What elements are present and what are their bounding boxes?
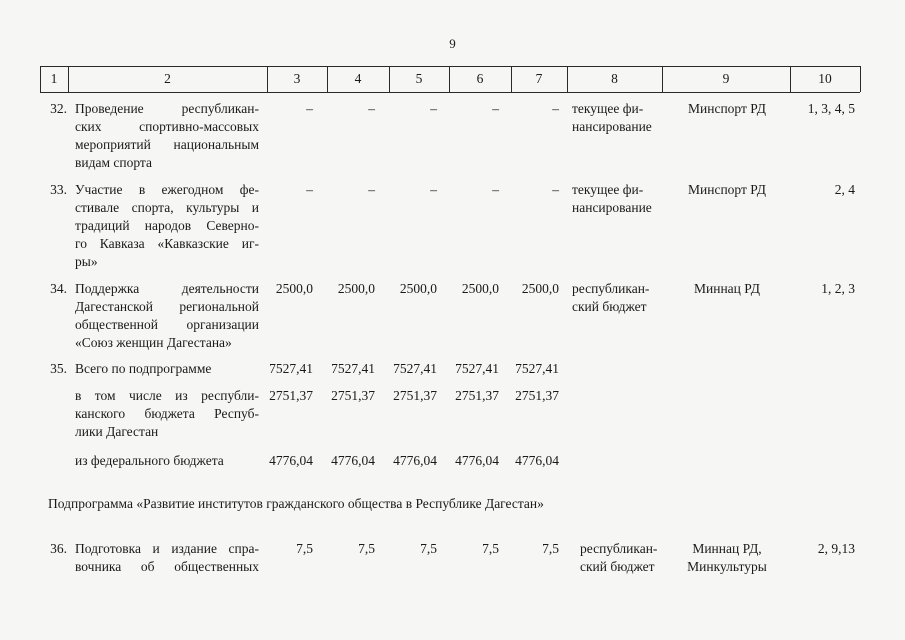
row-description: мероприятий национальным [75,137,259,152]
row-description: ры» [75,254,98,269]
value-cell: 7,5 [542,541,559,556]
value-cell: – [306,101,313,116]
value-cell: – [368,182,375,197]
executor: Минспорт РД [688,101,766,116]
header-divider [860,66,861,92]
executor: Миннац РД [694,281,760,296]
row-description: в том числе из республи- [75,388,259,403]
row-description: традиций народов Северно- [75,218,259,233]
column-header-10: 10 [818,71,832,86]
row-description: го Кавказа «Кавказские иг- [75,236,259,251]
column-header-6: 6 [476,71,484,86]
funding-source: ский бюджет [572,299,647,314]
funding-source: республикан- [572,281,650,296]
funding-source: текущее фи- [572,182,644,197]
row-number: 36. [50,541,67,556]
row-description: ских спортивно-массовых [75,119,259,134]
value-cell: 2751,37 [269,388,313,403]
row-description: Всего по подпрограмме [75,361,212,376]
value-cell: 7,5 [482,541,499,556]
column-header-7: 7 [535,71,543,86]
value-cell: 2751,37 [515,388,559,403]
value-cell: – [430,101,437,116]
executor: Минспорт РД [688,182,766,197]
column-header-8: 8 [611,71,618,86]
value-cell: 4776,04 [393,453,437,468]
row-number: 35. [50,361,67,376]
executor: Минкультуры [687,559,767,574]
value-cell: 2500,0 [275,281,313,296]
value-cell: – [368,101,375,116]
value-cell: 4776,04 [331,453,375,468]
column-header-2: 2 [164,71,171,86]
funding-source: текущее фи- [572,101,644,116]
row-number: 34. [50,281,67,296]
value-cell: 2751,37 [331,388,375,403]
row-description: канского бюджета Респуб- [75,406,259,421]
value-cell: – [492,101,499,116]
row-number: 32. [50,101,67,116]
value-cell: 2500,0 [521,281,559,296]
row-description: Поддержка деятельности [75,281,259,296]
row-description: вочника об общественных [75,559,259,574]
task-numbers: 1, 2, 3 [821,281,855,296]
value-cell: 7527,41 [331,361,375,376]
page-number: 9 [449,36,456,51]
value-cell: – [552,182,559,197]
funding-source: республикан- [580,541,658,556]
value-cell: 4776,04 [269,453,313,468]
value-cell: 7527,41 [515,361,559,376]
task-numbers: 2, 9,13 [817,541,855,556]
task-numbers: 2, 4 [834,182,855,197]
row-description: из федерального бюджета [75,453,224,468]
value-cell: 2751,37 [455,388,499,403]
value-cell: 2751,37 [393,388,437,403]
value-cell: 4776,04 [515,453,559,468]
value-cell: – [306,182,313,197]
row-description: лики Дагестан [75,424,159,439]
column-header-9: 9 [722,71,730,86]
column-header-4: 4 [354,71,362,86]
value-cell: 2500,0 [461,281,499,296]
funding-source: нансирование [572,200,652,215]
row-number: 33. [50,182,67,197]
value-cell: 2500,0 [337,281,375,296]
executor: Миннац РД, [692,541,762,556]
value-cell: 4776,04 [455,453,499,468]
value-cell: 7,5 [358,541,375,556]
row-description: видам спорта [75,155,152,170]
value-cell: – [430,182,437,197]
row-description: стивале спорта, культуры и [75,200,259,215]
column-header-3: 3 [293,71,301,86]
value-cell: 7527,41 [269,361,313,376]
row-description: Подготовка и издание спра- [75,541,259,556]
row-description: Проведение республикан- [75,101,259,116]
value-cell: 7,5 [296,541,313,556]
column-header-5: 5 [415,71,423,86]
task-numbers: 1, 3, 4, 5 [807,101,855,116]
row-description: Участие в ежегодном фе- [75,182,259,197]
column-header-1: 1 [50,71,58,86]
row-description: «Союз женщин Дагестана» [75,335,232,350]
row-description: Дагестанской региональной [75,299,259,314]
funding-source: ский бюджет [580,559,655,574]
value-cell: 7527,41 [393,361,437,376]
value-cell: 7527,41 [455,361,499,376]
subprogram-title: Подпрограмма «Развитие институтов гражданского общества в Республике Дагестан» [48,496,544,511]
value-cell: 2500,0 [399,281,437,296]
funding-source: нансирование [572,119,652,134]
value-cell: – [492,182,499,197]
value-cell: – [552,101,559,116]
row-description: общественной организации [75,317,259,332]
value-cell: 7,5 [420,541,437,556]
